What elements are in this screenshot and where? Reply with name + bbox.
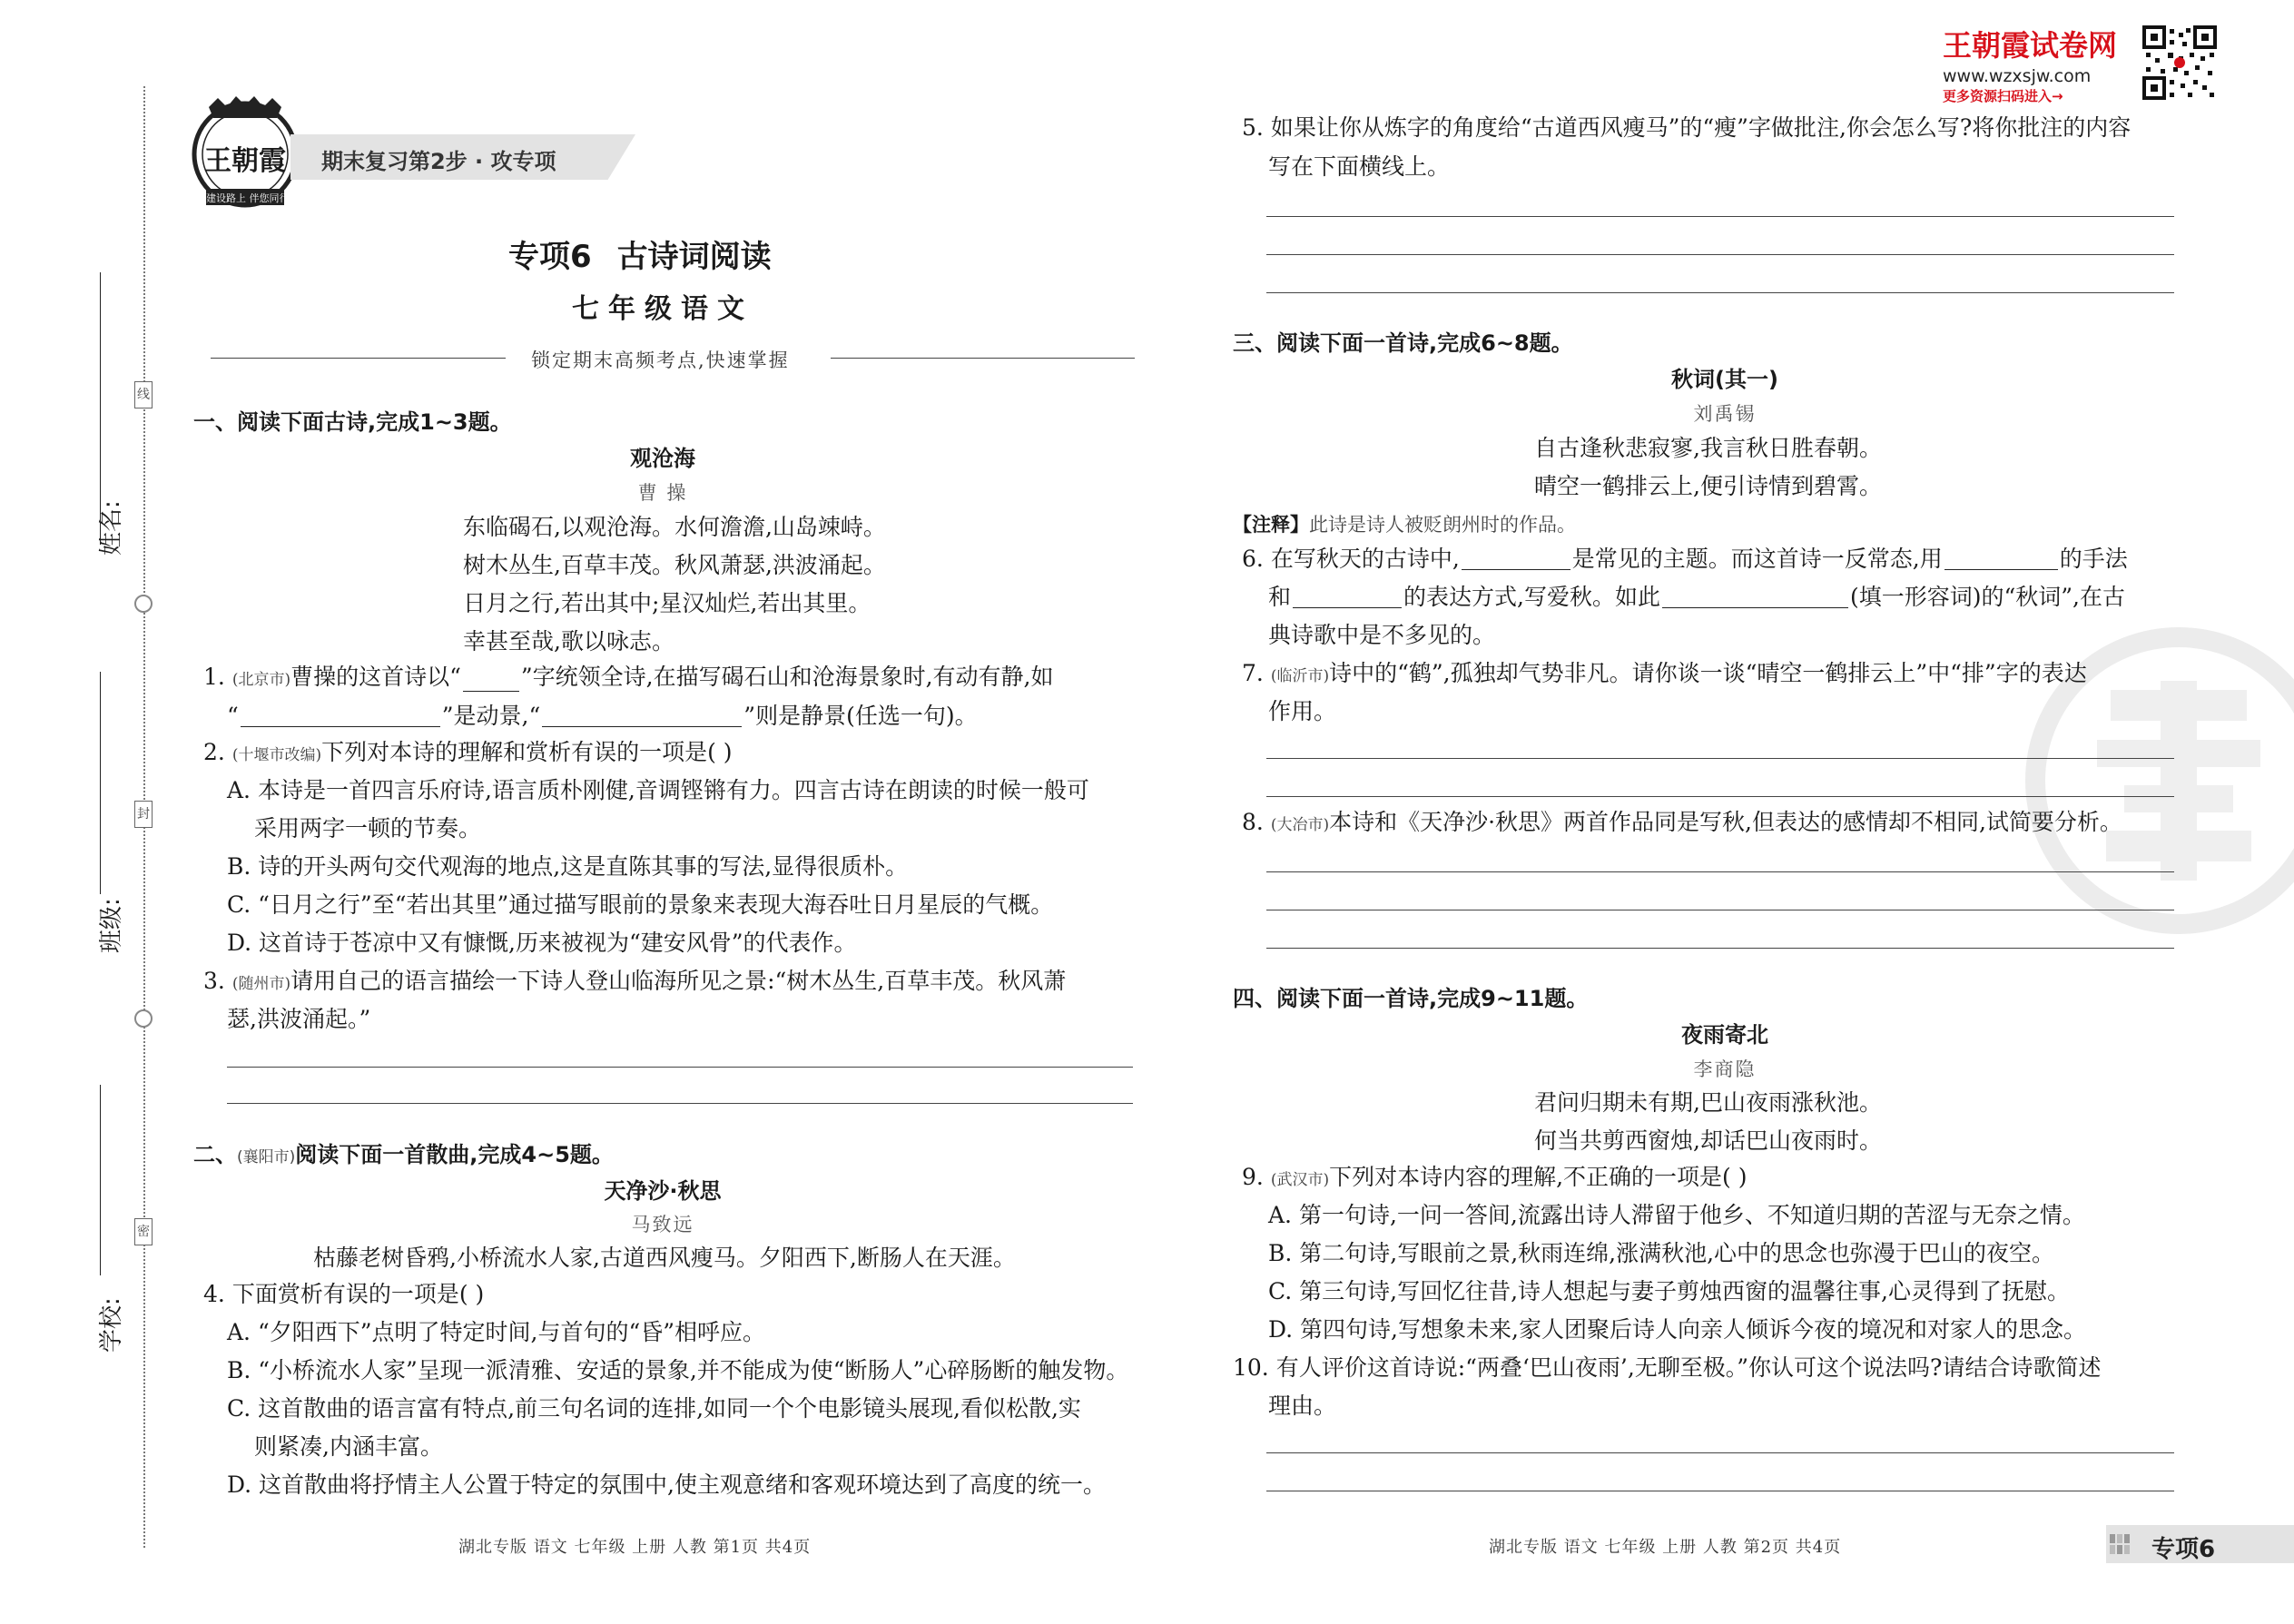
poem-title: 夜雨寄北 bbox=[1681, 1022, 1768, 1048]
option-a-cont: 采用两字一顿的节奏。 bbox=[254, 815, 482, 842]
question-9: 9. (武汉市)下列对本诗内容的理解,不正确的一项是( ) bbox=[1242, 1164, 1748, 1190]
page-subtitle: 七年级语文 bbox=[572, 293, 753, 325]
poem-line: 枯藤老树昏鸦,小桥流水人家,古道西风瘦马。夕阳西下,断肠人在天涯。 bbox=[313, 1245, 1016, 1271]
binding-strip bbox=[0, 0, 159, 1624]
answer-line[interactable] bbox=[1266, 1452, 2174, 1453]
question-2: 2. (十堰市改编)下列对本诗的理解和赏析有误的一项是( ) bbox=[203, 739, 733, 765]
answer-blank[interactable] bbox=[542, 706, 742, 727]
option-d[interactable]: D. 第四句诗,写想象未来,家人团聚后诗人向亲人倾诉今夜的境况和对家人的思念。 bbox=[1268, 1316, 2086, 1343]
name-label: 姓名: bbox=[98, 500, 125, 556]
question-10: 10. 有人评价这首诗说:“两叠‘巴山夜雨’,无聊至极。”你认可这个说法吗?请结合诗歌简述 bbox=[1233, 1354, 2102, 1381]
brand-url[interactable]: www.wzxsjw.com bbox=[1943, 66, 2092, 86]
slogan-rule-right bbox=[831, 358, 1135, 359]
question-5: 5. 如果让你从炼字的角度给“古道西风瘦马”的“瘦”字做批注,你会怎么写?将你批注的内容 bbox=[1242, 114, 2132, 141]
annotation: 【注释】此诗是诗人被贬朗州时的作品。 bbox=[1233, 514, 1576, 536]
step-banner-text: 期末复习第2步 · 攻专项 bbox=[321, 149, 556, 174]
section2-heading: 二、(襄阳市)阅读下面一首散曲,完成4~5题。 bbox=[193, 1142, 614, 1167]
brand-name: 王朝霞试卷网 bbox=[1943, 28, 2118, 63]
poem-author: 马致远 bbox=[631, 1214, 694, 1235]
answer-blank[interactable] bbox=[1462, 549, 1570, 570]
question-6-cont: 典诗歌中是不多见的。 bbox=[1268, 622, 1496, 648]
poem-line: 君问归期未有期,巴山夜雨涨秋池。 bbox=[1534, 1089, 1882, 1116]
poem-author: 刘禹锡 bbox=[1693, 403, 1757, 425]
binding-ring-icon bbox=[134, 595, 153, 613]
poem-line: 晴空一鹤排云上,便引诗情到碧霄。 bbox=[1534, 473, 1882, 499]
answer-line[interactable] bbox=[1266, 871, 2174, 872]
section4-heading: 四、阅读下面一首诗,完成9~11题。 bbox=[1233, 986, 1589, 1011]
question-5-cont: 写在下面横线上。 bbox=[1268, 153, 1451, 180]
page-title bbox=[508, 231, 772, 276]
logo-motto: 建设路上 伴您同行 bbox=[206, 192, 290, 204]
seal-close-box: 密 bbox=[134, 1218, 153, 1245]
option-b[interactable]: B. 诗的开头两句交代观海的地点,这是直陈其事的写法,显得很质朴。 bbox=[227, 853, 909, 880]
logo-brand: 王朝霞 bbox=[204, 145, 286, 177]
poem-title: 观沧海 bbox=[630, 446, 695, 471]
question-7: 7. (临沂市)诗中的“鹤”,孤独却气势非凡。请你谈一谈“晴空一鹤排云上”中“排”字的表达 bbox=[1242, 660, 2087, 686]
poem-author: 李商隐 bbox=[1693, 1058, 1757, 1080]
question-6-cont: 和 的表达方式,写爱秋。如此 (填一形容词)的“秋词”,在古 bbox=[1268, 584, 2125, 610]
option-c[interactable]: C. “日月之行”至“若出其里”通过描写眼前的景象来表现大海吞吐日月星辰的气概。 bbox=[227, 891, 1054, 918]
option-a[interactable]: A. 第一句诗,一问一答间,流露出诗人滞留于他乡、不知道归期的苦涩与无奈之情。 bbox=[1268, 1202, 2085, 1228]
answer-line[interactable] bbox=[1266, 948, 2174, 949]
poem-line: 树木丛生,百草丰茂。秋风萧瑟,洪波涌起。 bbox=[463, 552, 886, 578]
poem-line: 东临碣石,以观沧海。水何澹澹,山岛竦峙。 bbox=[463, 514, 886, 540]
topic-title: 古诗词阅读 bbox=[616, 239, 772, 275]
qr-code-icon[interactable] bbox=[2142, 25, 2217, 100]
option-b[interactable]: B. “小桥流水人家”呈现一派清雅、安适的景象,并不能成为使“断肠人”心碎肠断的触发物。 bbox=[227, 1357, 1129, 1383]
class-label: 班级: bbox=[98, 898, 125, 953]
answer-line[interactable] bbox=[227, 1103, 1133, 1104]
answer-blank[interactable] bbox=[1662, 587, 1848, 608]
poem-line: 自古逢秋悲寂寥,我言秋日胜春朝。 bbox=[1534, 435, 1882, 461]
option-c[interactable]: C. 第三句诗,写回忆往昔,诗人想起与妻子剪烛西窗的温馨往事,心灵得到了抚慰。 bbox=[1268, 1278, 2070, 1304]
answer-line[interactable] bbox=[1266, 758, 2174, 759]
poem-line: 何当共剪西窗烛,却话巴山夜雨时。 bbox=[1534, 1127, 1882, 1154]
section1-heading: 一、阅读下面古诗,完成1~3题。 bbox=[193, 409, 512, 435]
option-c-cont: 则紧凑,内涵丰富。 bbox=[254, 1433, 443, 1460]
poem-line: 日月之行,若出其中;星汉灿烂,若出其里。 bbox=[463, 590, 871, 616]
section3-heading: 三、阅读下面一首诗,完成6~8题。 bbox=[1233, 330, 1573, 356]
question-1: 1. (北京市)曹操的这首诗以“ ”字统领全诗,在描写碣石山和沧海景象时,有动有静,如 bbox=[203, 664, 1054, 690]
seal-line-box: 线 bbox=[134, 381, 153, 408]
answer-blank[interactable] bbox=[463, 671, 519, 692]
question-3-cont: 瑟,洪波涌起。” bbox=[227, 1006, 371, 1032]
question-6: 6. 在写秋天的古诗中, 是常见的主题。而这首诗一反常态,用 的手法 bbox=[1242, 546, 2128, 572]
option-a[interactable]: A. 本诗是一首四言乐府诗,语言质朴刚健,音调铿锵有力。四言古诗在朗读的时候一般可 bbox=[227, 777, 1089, 803]
footer-left: 湖北专版 语文 七年级 上册 人教 第1页 共4页 bbox=[458, 1538, 812, 1557]
poem-title: 天净沙·秋思 bbox=[604, 1178, 722, 1204]
option-d[interactable]: D. 这首诗于苍凉中又有慷慨,历来被视为“建安风骨”的代表作。 bbox=[227, 930, 857, 956]
class-field[interactable] bbox=[100, 672, 101, 894]
binding-ring-icon bbox=[134, 1009, 153, 1028]
poem-title: 秋词(其一) bbox=[1671, 367, 1778, 392]
option-b[interactable]: B. 第二句诗,写眼前之景,秋雨连绵,涨满秋池,心中的思念也弥漫于巴山的夜空。 bbox=[1268, 1240, 2055, 1266]
brand-hint: 更多资源扫码进入→ bbox=[1943, 88, 2063, 104]
brand-watermark bbox=[1943, 23, 2151, 105]
answer-blank[interactable] bbox=[241, 706, 440, 727]
question-8: 8. (大冶市)本诗和《天净沙·秋思》两首作品同是写秋,但表达的感情却不相同,试简要分析。 bbox=[1242, 809, 2122, 835]
answer-line[interactable] bbox=[1266, 254, 2174, 255]
answer-line[interactable] bbox=[1266, 216, 2174, 217]
topic-tab-label: 专项6 bbox=[2151, 1536, 2216, 1563]
answer-line[interactable] bbox=[1266, 796, 2174, 797]
poem-author: 曹 操 bbox=[637, 482, 688, 504]
answer-line[interactable] bbox=[1266, 292, 2174, 293]
school-label: 学校: bbox=[98, 1297, 125, 1353]
question-10-cont: 理由。 bbox=[1268, 1393, 1337, 1419]
footer-right: 湖北专版 语文 七年级 上册 人教 第2页 共4页 bbox=[1489, 1538, 1842, 1557]
question-4: 4. 下面赏析有误的一项是( ) bbox=[203, 1281, 485, 1307]
slogan: 锁定期末高频考点,快速掌握 bbox=[531, 349, 790, 371]
answer-blank[interactable] bbox=[1944, 549, 2058, 570]
answer-blank[interactable] bbox=[1293, 587, 1402, 608]
logo-badge bbox=[186, 91, 304, 218]
option-c[interactable]: C. 这首散曲的语言富有特点,前三句名词的连排,如同一个个电影镜头展现,看似松散,实 bbox=[227, 1395, 1081, 1422]
poem-line: 幸甚至哉,歌以咏志。 bbox=[463, 628, 674, 655]
seal-seal-box: 封 bbox=[134, 801, 153, 828]
option-a[interactable]: A. “夕阳西下”点明了特定时间,与首句的“昏”相呼应。 bbox=[227, 1319, 766, 1345]
answer-line[interactable] bbox=[227, 1067, 1133, 1068]
slogan-rule-left bbox=[211, 358, 506, 359]
tab-squares-icon bbox=[2110, 1534, 2130, 1554]
school-field[interactable] bbox=[100, 1085, 101, 1275]
topic-number: 专项6 bbox=[508, 239, 592, 275]
question-1-cont: “ ”是动景,“ ”则是静景(任选一句)。 bbox=[227, 703, 978, 729]
option-d[interactable]: D. 这首散曲将抒情主人公置于特定的氛围中,使主观意绪和客观环境达到了高度的统一。 bbox=[227, 1471, 1106, 1498]
question-3: 3. (随州市)请用自己的语言描绘一下诗人登山临海所见之景:“树木丛生,百草丰茂。秋风萧 bbox=[203, 968, 1067, 994]
topic-tab bbox=[2106, 1525, 2294, 1563]
question-7-cont: 作用。 bbox=[1268, 698, 1337, 724]
